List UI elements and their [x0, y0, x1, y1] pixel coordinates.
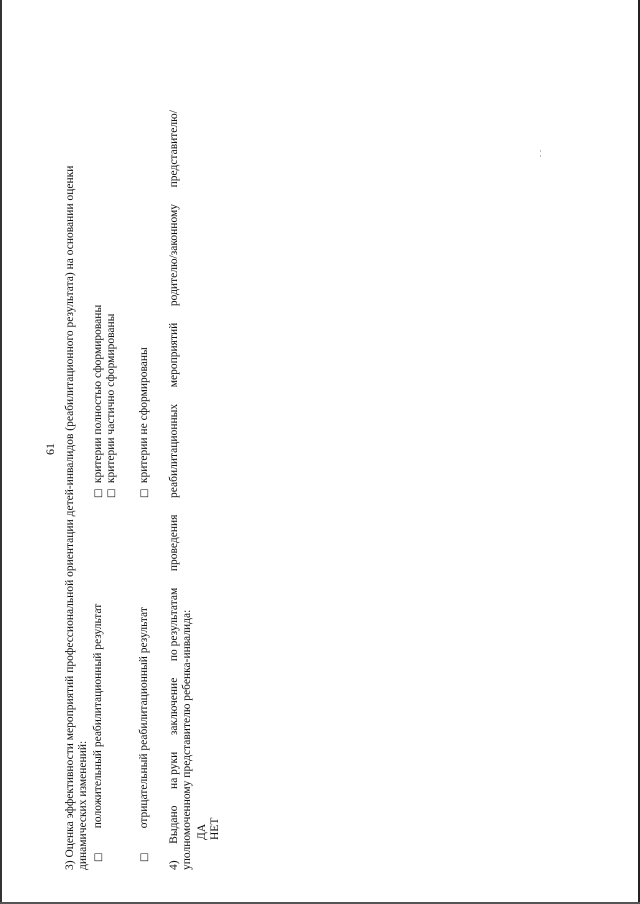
criteria-full-row — [92, 305, 105, 498]
section4-word: мероприятий — [168, 322, 180, 388]
positive-result-row — [92, 604, 105, 862]
negative-result-row — [138, 607, 151, 862]
positive-result-label: положительный реабилитационный результат — [92, 603, 104, 829]
criteria-full-label: критерии полностью сформированы — [92, 304, 104, 484]
answer-no[interactable]: НЕТ — [209, 817, 221, 840]
section4-word: родителю/законному — [168, 203, 180, 307]
scan-speck — [540, 150, 541, 152]
section4-line1 — [168, 110, 181, 870]
criteria-partial-row — [105, 314, 118, 498]
section4-word: Выдано — [168, 805, 180, 844]
section4-line2: уполномоченному представителю ребенка-инвалида: — [181, 609, 193, 870]
criteria-none-row — [138, 347, 151, 498]
section4-word: на руки — [168, 751, 180, 789]
checkbox-icon[interactable]: □ — [139, 488, 150, 498]
checkbox-icon[interactable]: □ — [93, 488, 104, 498]
rotated-document-body — [43, 40, 240, 870]
answer-yes[interactable]: ДА — [196, 823, 208, 840]
section3-intro-line2: динамических изменений: — [77, 740, 89, 870]
section4-word: заключение — [168, 677, 180, 736]
section4-word: проведения — [168, 514, 180, 572]
section3-intro-line1: 3) Оценка эффективности мероприятий профессиональной ориентации детей-инвалидов (реабилитационного результата) на основании оценки — [64, 165, 76, 870]
section4-word: по результатам — [168, 587, 180, 662]
criteria-partial-label: критерии частично сформированы — [105, 313, 117, 484]
checkbox-icon[interactable]: □ — [93, 852, 104, 862]
section4-word: 4) — [168, 860, 180, 870]
scan-speck — [540, 155, 541, 157]
section4-word: представителю/ — [168, 110, 180, 188]
criteria-none-label: критерии не сформированы — [138, 347, 150, 484]
page-left-edge — [0, 0, 2, 904]
page-number: 61 — [43, 443, 57, 455]
checkbox-icon[interactable]: □ — [106, 488, 117, 498]
section4-word: реабилитационных — [168, 403, 180, 498]
negative-result-label: отрицательный реабилитационный результат — [138, 607, 150, 829]
checkbox-icon[interactable]: □ — [139, 852, 150, 862]
